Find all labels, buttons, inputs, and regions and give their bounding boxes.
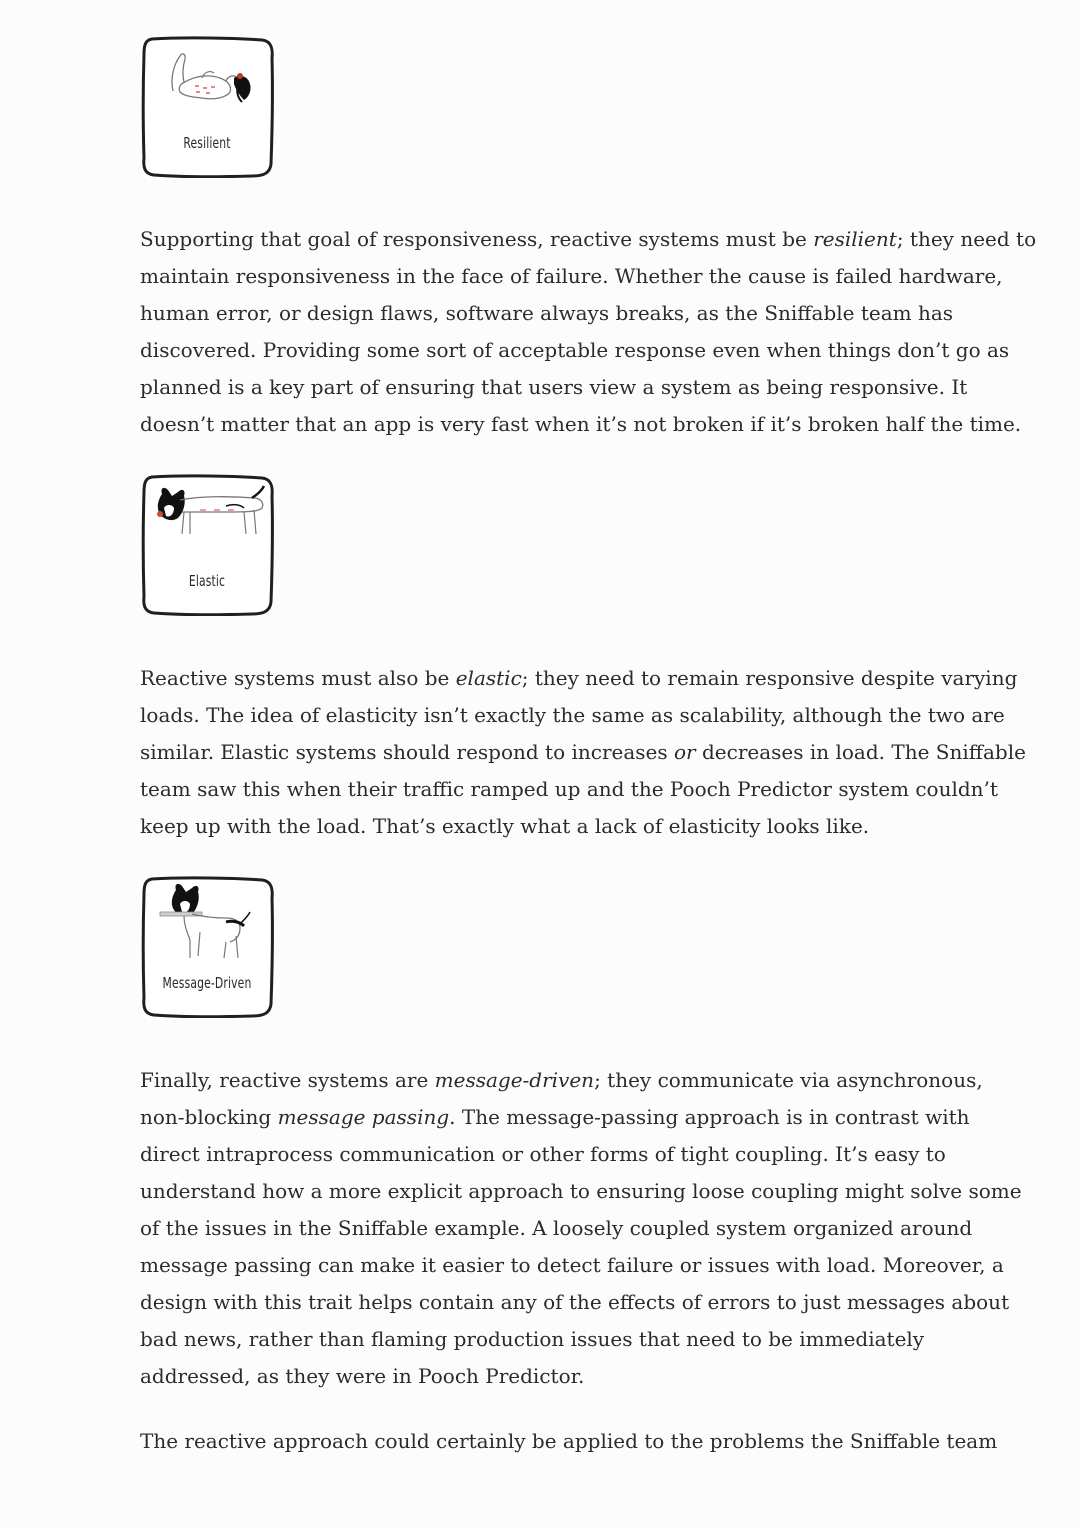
paragraph-line — [140, 771, 1030, 808]
paragraph-line — [140, 697, 1030, 734]
text-run: decreases in load. The Sniffable — [695, 740, 1026, 764]
paragraph-line — [140, 258, 1030, 295]
emphasized-term: elastic — [455, 666, 522, 690]
text-run: ; they communicate via asynchronous, — [594, 1068, 983, 1092]
paragraph-line — [140, 1358, 1030, 1395]
text-run: Reactive systems must also be — [140, 666, 456, 690]
card-frame — [140, 474, 274, 616]
paragraph-line — [140, 1136, 1030, 1173]
emphasized-term: message passing — [277, 1105, 450, 1129]
elastic-card — [140, 474, 274, 616]
text-run: understand how a more explicit approach to ensuring loose coupling might solve some — [140, 1179, 1022, 1203]
paragraph-line — [140, 295, 1030, 332]
text-run: ; they need to remain responsive despite varying — [521, 666, 1018, 690]
paragraph-line — [140, 1099, 1030, 1136]
message-driven-paragraph — [140, 1062, 1030, 1395]
paragraph-line — [140, 332, 1030, 369]
paragraph-line — [140, 808, 1030, 845]
text-run: bad news, rather than flaming production issues that need to be immediately — [140, 1327, 925, 1351]
text-run: doesn’t matter that an app is very fast when it’s not broken if it’s broken half the time. — [140, 412, 1022, 436]
text-run: planned is a key part of ensuring that users view a system as being responsive. It — [140, 375, 968, 399]
paragraph-line — [140, 1173, 1030, 1210]
paragraph-line — [140, 369, 1030, 406]
paragraph-line — [140, 1321, 1030, 1358]
text-run: discovered. Providing some sort of acceptable response even when things don’t go as — [140, 338, 1010, 362]
emphasized-term: or — [674, 740, 696, 764]
text-run: of the issues in the Sniffable example. A loosely coupled system organized around — [140, 1216, 973, 1240]
paragraph-line — [140, 1284, 1030, 1321]
text-run: . The message-passing approach is in contrast with — [449, 1105, 970, 1129]
text-run: non-blocking — [140, 1105, 278, 1129]
paragraph-line — [140, 1210, 1030, 1247]
closing-paragraph — [140, 1423, 1030, 1460]
text-run: Supporting that goal of responsiveness, reactive systems must be — [140, 227, 814, 251]
text-run: human error, or design flaws, software always breaks, as the Sniffable team has — [140, 301, 954, 325]
paragraph-line — [140, 1062, 1030, 1099]
paragraph-line — [140, 1423, 1030, 1460]
elastic-paragraph — [140, 660, 1030, 845]
text-run: loads. The idea of elasticity isn’t exactly the same as scalability, although the two are — [140, 703, 1005, 727]
text-run: design with this trait helps contain any of the effects of errors to just messages about — [140, 1290, 1010, 1314]
emphasized-term: message-driven — [434, 1068, 595, 1092]
paragraph-line — [140, 660, 1030, 697]
paragraph-line — [140, 1247, 1030, 1284]
elastic-card-label: Elastic — [188, 572, 226, 590]
message-driven-card-label: Message-Driven — [162, 974, 252, 992]
text-run: message passing can make it easier to detect failure or issues with load. Moreover, a — [140, 1253, 1004, 1277]
text-run: The reactive approach could certainly be applied to the problems the Sniffable team — [140, 1429, 998, 1453]
text-run: maintain responsiveness in the face of failure. Whether the cause is failed hardware, — [140, 264, 1003, 288]
message-driven-card — [140, 876, 274, 1018]
text-run: addressed, as they were in Pooch Predictor. — [140, 1364, 585, 1388]
resilient-card — [140, 36, 274, 178]
text-run: team saw this when their traffic ramped up and the Pooch Predictor system couldn’t — [140, 777, 998, 801]
text-run: Finally, reactive systems are — [140, 1068, 435, 1092]
text-run: direct intraprocess communication or other forms of tight coupling. It’s easy to — [140, 1142, 946, 1166]
paragraph-line — [140, 406, 1030, 443]
resilient-card-label: Resilient — [183, 134, 231, 152]
text-run: keep up with the load. That’s exactly what a lack of elasticity looks like. — [140, 814, 870, 838]
text-run: similar. Elastic systems should respond to increases — [140, 740, 675, 764]
card-frame — [140, 876, 274, 1018]
resilient-paragraph — [140, 221, 1037, 443]
card-frame — [140, 36, 274, 178]
paragraph-line — [140, 221, 1037, 258]
text-run: ; they need to — [896, 227, 1037, 251]
emphasized-term: resilient — [813, 227, 897, 251]
paragraph-line — [140, 734, 1030, 771]
